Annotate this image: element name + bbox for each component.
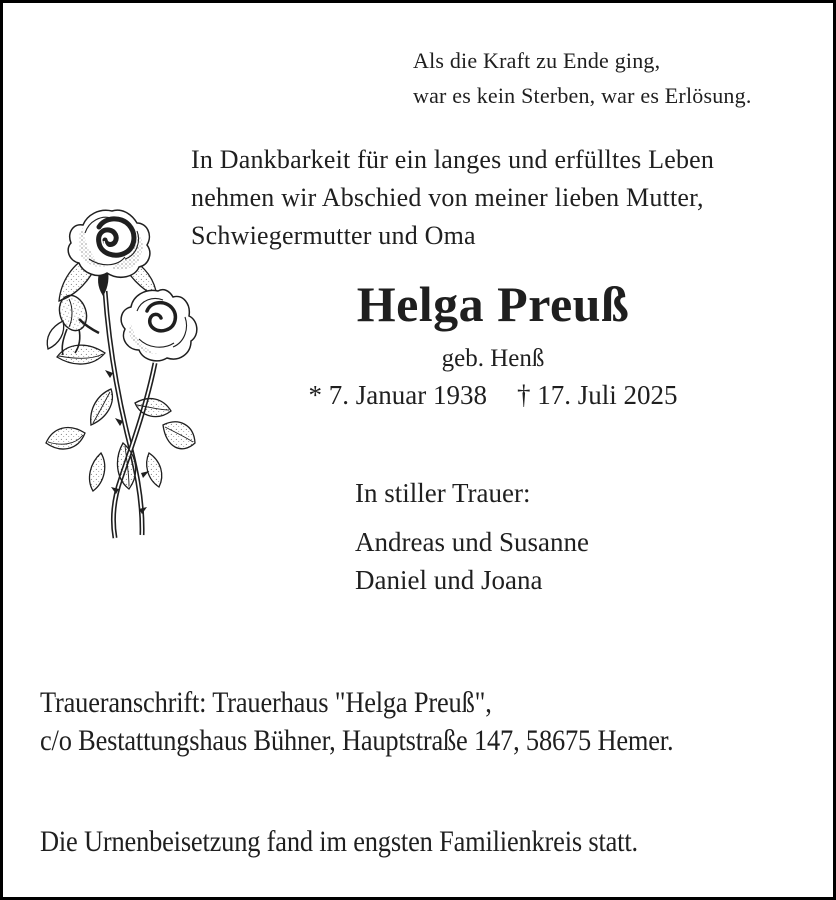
birth-date: * 7. Januar 1938 (308, 380, 487, 410)
rose-bloom-top (59, 210, 157, 301)
rose-bloom-lower (121, 290, 197, 361)
epigraph (413, 43, 752, 113)
deceased-name: Helga Preuß (356, 276, 630, 332)
epigraph-line: Als die Kraft zu Ende ging, (413, 48, 661, 73)
epigraph-line: war es kein Sterben, war es Erlösung. (413, 83, 752, 108)
life-dates (153, 382, 833, 409)
intro-line: nehmen wir Abschied von meiner lieben Mutter, (191, 183, 704, 212)
condolence-address (40, 684, 760, 760)
intro-line: In Dankbarkeit für ein langes und erfülltes Leben (191, 145, 715, 174)
death-date: † 17. Juli 2025 (516, 380, 678, 410)
address-line: c/o Bestattungshaus Bühner, Hauptstraße 147, 58675 Hemer. (40, 724, 674, 757)
intro-paragraph (191, 141, 714, 255)
mourning-heading: In stiller Trauer: (355, 478, 531, 508)
mourner-name: Daniel und Joana (355, 565, 543, 595)
closing-text: Die Urnenbeisetzung fand im engsten Familienkreis statt. (40, 825, 638, 858)
rose-leaves (46, 345, 195, 491)
rose-illustration (45, 203, 200, 543)
intro-line: Schwiegermutter und Oma (191, 221, 476, 250)
maiden-name: geb. Henß (441, 345, 545, 372)
address-line: Traueranschrift: Trauerhaus "Helga Preuß", (40, 686, 492, 719)
mourner-name: Andreas und Susanne (355, 527, 589, 557)
